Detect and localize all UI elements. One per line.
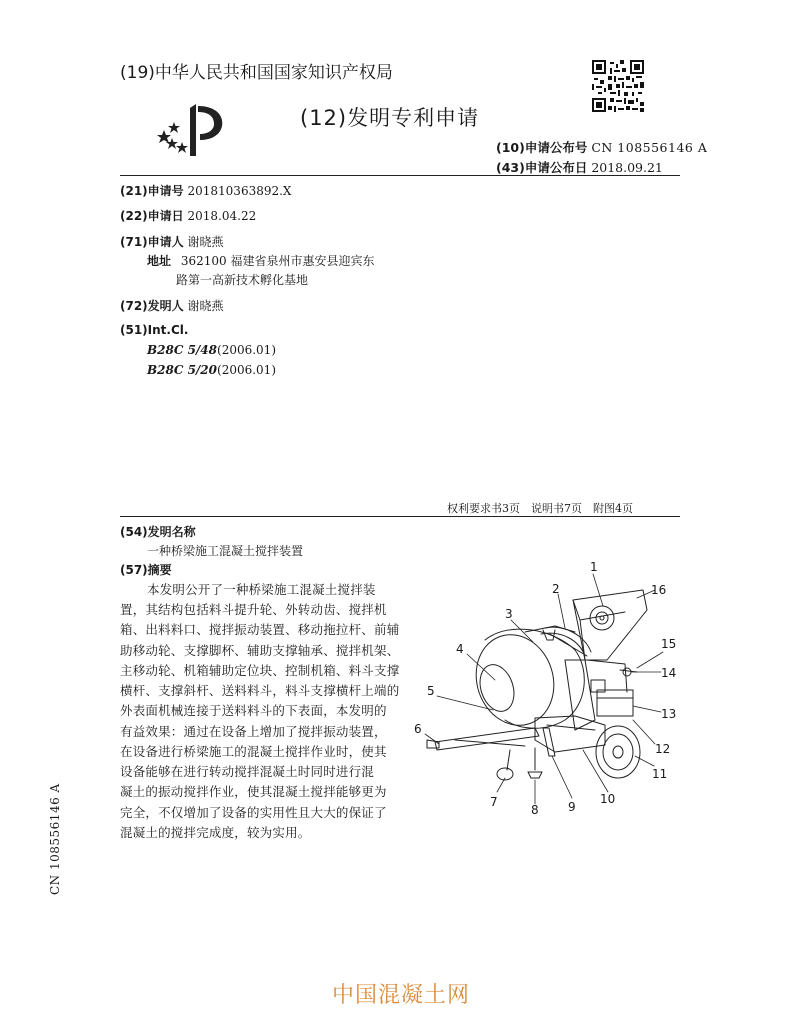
inventor	[120, 297, 224, 314]
application-number-value: 201810363892.X	[187, 184, 292, 198]
publication-date-label: (43)申请公布日	[496, 160, 588, 175]
callout-15: 15	[661, 637, 677, 651]
ipc-code-2: B28C 5/20	[147, 363, 218, 377]
invention-title-label: (54)发明名称	[120, 525, 196, 539]
callout-11: 11	[652, 767, 668, 781]
callout-13: 13	[661, 707, 677, 721]
filing-date	[120, 207, 256, 224]
callout-8: 8	[531, 803, 539, 817]
abstract-line: 完全，不仅增加了设备的实用性且大大的保证了	[120, 805, 387, 820]
address-line-2: 路第一高新技术孵化基地	[176, 273, 309, 287]
intcl-label: (51)Int.Cl.	[120, 323, 189, 337]
filing-date-value: 2018.04.22	[187, 209, 257, 223]
callout-12: 12	[655, 742, 671, 756]
callout-3: 3	[505, 607, 513, 621]
star-icon	[168, 122, 180, 133]
invention-title: 一种桥梁施工混凝土搅拌装置	[147, 544, 304, 558]
applicant-value: 谢晓燕	[187, 235, 224, 249]
cnipa-logo	[152, 100, 232, 160]
address-line-1: 362100 福建省泉州市惠安县迎宾东	[180, 254, 375, 268]
application-number	[120, 182, 291, 199]
body-divider	[120, 516, 680, 517]
side-publication-number: CN 108556146 A	[48, 783, 62, 895]
abstract-line: 有益效果：通过在设备上增加了搅拌振动装置，	[120, 724, 387, 739]
abstract-label: (57)摘要	[120, 563, 172, 577]
callout-14: 14	[661, 666, 677, 680]
applicant	[120, 233, 224, 250]
publication-date-value: 2018.09.21	[591, 160, 663, 175]
abstract-line: 在设备进行桥梁施工的混凝土搅拌作业时，使其	[120, 744, 387, 759]
issuing-authority: (19)中华人民共和国国家知识产权局	[120, 63, 393, 83]
star-icon	[166, 138, 178, 149]
publication-number	[496, 138, 707, 156]
abstract-line: 置，其结构包括料斗提升轮、外转动齿、搅拌机	[120, 602, 387, 617]
callout-6: 6	[414, 722, 422, 736]
qr-code	[592, 60, 644, 112]
ipc-version-2: (2006.01)	[217, 363, 277, 377]
abstract-line: 本发明公开了一种桥梁施工混凝土搅拌装	[147, 582, 376, 597]
application-number-label: (21)申请号	[120, 184, 184, 198]
ipc-classification-1	[147, 343, 276, 357]
publication-date	[496, 158, 663, 176]
publication-number-label: (10)申请公布号	[496, 140, 588, 155]
star-icon	[176, 142, 188, 153]
ipc-classification-2	[147, 363, 276, 377]
page-counts: 权利要求书3页 说明书7页 附图4页	[447, 502, 633, 515]
inventor-value: 谢晓燕	[187, 299, 224, 313]
callout-1: 1	[590, 560, 598, 574]
watermark: 中国混凝土网	[332, 983, 471, 1008]
filing-date-label: (22)申请日	[120, 209, 184, 223]
abstract-line: 横杆、支撑斜杆、送料料斗，料斗支撑横杆上端的	[120, 683, 400, 698]
address	[147, 252, 374, 269]
abstract-line: 凝土的振动搅拌作业，使其混凝土搅拌能够更为	[120, 784, 387, 799]
callout-2: 2	[552, 582, 560, 596]
abstract-line: 设备能够在进行转动搅拌混凝土时同时进行混	[120, 764, 375, 779]
abstract-line: 助移动轮、支撑脚杯、辅助支撑轴承、搅拌机架、	[120, 643, 400, 658]
callout-16: 16	[651, 583, 667, 597]
callout-7: 7	[490, 795, 498, 809]
abstract-line: 主移动轮、机箱辅助定位块、控制机箱、料斗支撑	[120, 663, 400, 678]
abstract-line: 混凝土的搅拌完成度，较为实用。	[120, 825, 311, 840]
callout-5: 5	[427, 684, 435, 698]
header-divider	[120, 175, 680, 176]
callout-10: 10	[600, 792, 616, 806]
inventor-label: (72)发明人	[120, 299, 184, 313]
applicant-label: (71)申请人	[120, 235, 184, 249]
ipc-version-1: (2006.01)	[217, 343, 277, 357]
publication-number-value: CN 108556146 A	[591, 140, 708, 155]
ipc-code-1: B28C 5/48	[147, 343, 218, 357]
callout-4: 4	[456, 642, 464, 656]
abstract-line: 外表面机械连接于送料料斗的下表面，本发明的	[120, 703, 387, 718]
star-icon	[157, 130, 171, 143]
address-label: 地址	[147, 254, 172, 268]
document-type-heading: (12)发明专利申请	[300, 106, 480, 130]
patent-figure-concrete-mixer	[415, 560, 700, 820]
callout-9: 9	[568, 800, 576, 814]
abstract-line: 箱、出料料口、搅拌振动装置、移动拖拉杆、前辅	[120, 622, 400, 637]
